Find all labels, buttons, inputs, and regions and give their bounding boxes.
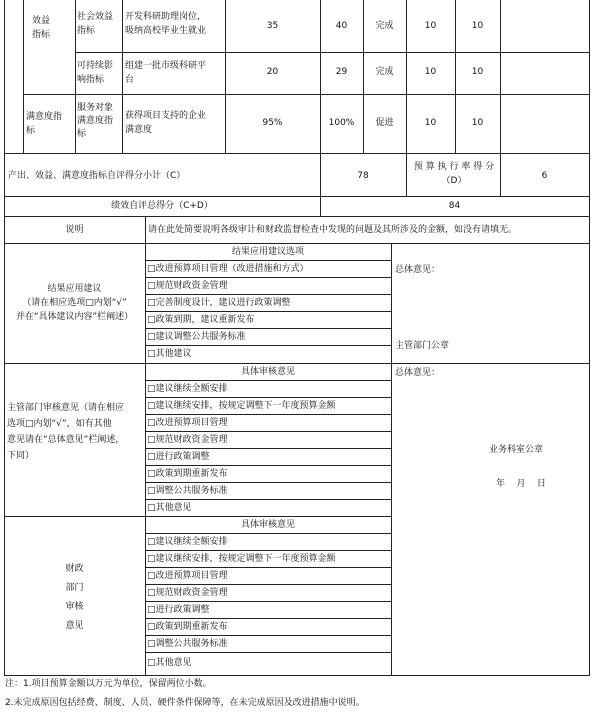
actual-value: 100% xyxy=(328,118,355,128)
weight: 10 xyxy=(424,67,437,77)
option-other-suggestion[interactable]: □其他建议 xyxy=(147,349,192,359)
option-policy-adjust[interactable]: □进行政策调整 xyxy=(147,605,210,615)
weight: 10 xyxy=(424,21,437,31)
level1-satisfaction: 满意度指 标 xyxy=(26,112,63,136)
indicator-name: 获得项目支持的企业 满意度 xyxy=(125,111,207,135)
overall-opinion-label: 总体意见： xyxy=(395,265,441,275)
score: 10 xyxy=(471,118,484,128)
option-improve-budget-mgmt[interactable]: □改进预算项目管理（改进措施和方式） xyxy=(147,264,309,274)
option-service-standard[interactable]: □调整公共服务标准 xyxy=(147,639,228,649)
dept-review-label: 主管部门审核意见（请在相应 选项□内划“√”，如有其他 意见请在“总体意见”栏阐述， 下同） xyxy=(7,403,125,461)
overall-opinion-label: 总体意见： xyxy=(395,368,441,378)
option-policy-adjust[interactable]: □完善制度设计，建议进行政策调整 xyxy=(147,298,291,308)
explain-text: 请在此处简要说明各级审计和财政监督检查中发现的问题及其所涉及的金额，如没有请填无。 xyxy=(148,225,518,235)
indicator-name: 组建一批市级科研平 台 xyxy=(125,61,207,85)
option-policy-reissue[interactable]: □政策到期重新发布 xyxy=(147,622,228,632)
option-service-standard[interactable]: □建议调整公共服务标准 xyxy=(147,332,246,342)
option-improve-budget[interactable]: □改进预算项目管理 xyxy=(147,418,228,428)
total-value: 84 xyxy=(448,201,461,211)
subtotal-value: 78 xyxy=(357,171,369,181)
option-other-opinion[interactable]: □其他意见 xyxy=(147,503,192,513)
result-options-header: 结果应用建议选项 xyxy=(231,247,304,257)
option-other-opinion[interactable]: □其他意见 xyxy=(147,658,192,668)
exec-rate-label: 预 算 执 行 率 得 分 （D） xyxy=(413,162,495,186)
option-policy-reissue[interactable]: □政策到期，建议重新发布 xyxy=(147,315,255,325)
option-regulate-funds[interactable]: □规范财政资金管理 xyxy=(147,281,228,291)
result-suggestion-label: 结果应用建议 （请在相应选项□内划“√” 并在“具体建议内容”栏阐述） xyxy=(15,284,134,322)
weight: 10 xyxy=(424,118,437,128)
indicator-name: 开发科研助理岗位, 吸纳高校毕业生就业 xyxy=(125,12,207,36)
note-2: 2.未完成原因包括经费、制度、人员、硬件条件保障等，在未完成原因及改进措施中说明。 xyxy=(5,698,365,708)
status: 完成 xyxy=(375,67,394,77)
level2-sustain: 可持续影 响指标 xyxy=(77,61,114,85)
score: 10 xyxy=(471,67,484,77)
subtotal-label: 产出、效益、满意度指标自评得分小计（C） xyxy=(8,171,186,181)
note-1: 注：1.项目预算金额以万元为单位，保留两位小数。 xyxy=(5,679,212,689)
option-improve-budget[interactable]: □改进预算项目管理 xyxy=(147,571,228,581)
exec-rate-value: 6 xyxy=(541,171,548,181)
section-seal-label: 业务科室公章 xyxy=(489,445,544,455)
option-service-standard[interactable]: □调整公共服务标准 xyxy=(147,486,228,496)
option-continue-adjust[interactable]: □建议继续安排，按规定调整下一年度预算金额 xyxy=(147,401,336,411)
option-continue-adjust[interactable]: □建议继续安排，按规定调整下一年度预算金额 xyxy=(147,554,336,564)
target-value: 35 xyxy=(266,21,279,31)
target-value: 95% xyxy=(262,118,283,128)
option-regulate-funds[interactable]: □规范财政资金管理 xyxy=(147,435,228,445)
target-value: 20 xyxy=(266,67,279,77)
actual-value: 40 xyxy=(335,21,348,31)
explain-label: 说明 xyxy=(65,225,84,235)
status: 完成 xyxy=(375,21,394,31)
level2-service: 服务对象 满意度指 标 xyxy=(77,103,114,139)
date-label: 年 月 日 xyxy=(496,479,546,489)
finance-review-label: 财政 部门 审核 意见 xyxy=(65,564,84,631)
finance-options-header: 具体审核意见 xyxy=(240,520,295,530)
option-policy-reissue[interactable]: □政策到期重新发布 xyxy=(147,469,228,479)
total-label: 绩效自评总得分（C+D） xyxy=(111,201,213,211)
level2-social: 社会效益 指标 xyxy=(77,12,114,36)
dept-seal-label: 主管部门公章 xyxy=(395,341,450,351)
option-regulate-funds[interactable]: □规范财政资金管理 xyxy=(147,588,228,598)
option-policy-adjust[interactable]: □进行政策调整 xyxy=(147,452,210,462)
score: 10 xyxy=(471,21,484,31)
option-continue-full[interactable]: □建议继续全额安排 xyxy=(147,384,228,394)
status: 促进 xyxy=(375,118,394,128)
option-continue-full[interactable]: □建议继续全额安排 xyxy=(147,537,228,547)
review-options-header: 具体审核意见 xyxy=(240,367,295,377)
level1-benefit: 效益 指标 xyxy=(32,16,51,40)
actual-value: 29 xyxy=(335,67,348,77)
